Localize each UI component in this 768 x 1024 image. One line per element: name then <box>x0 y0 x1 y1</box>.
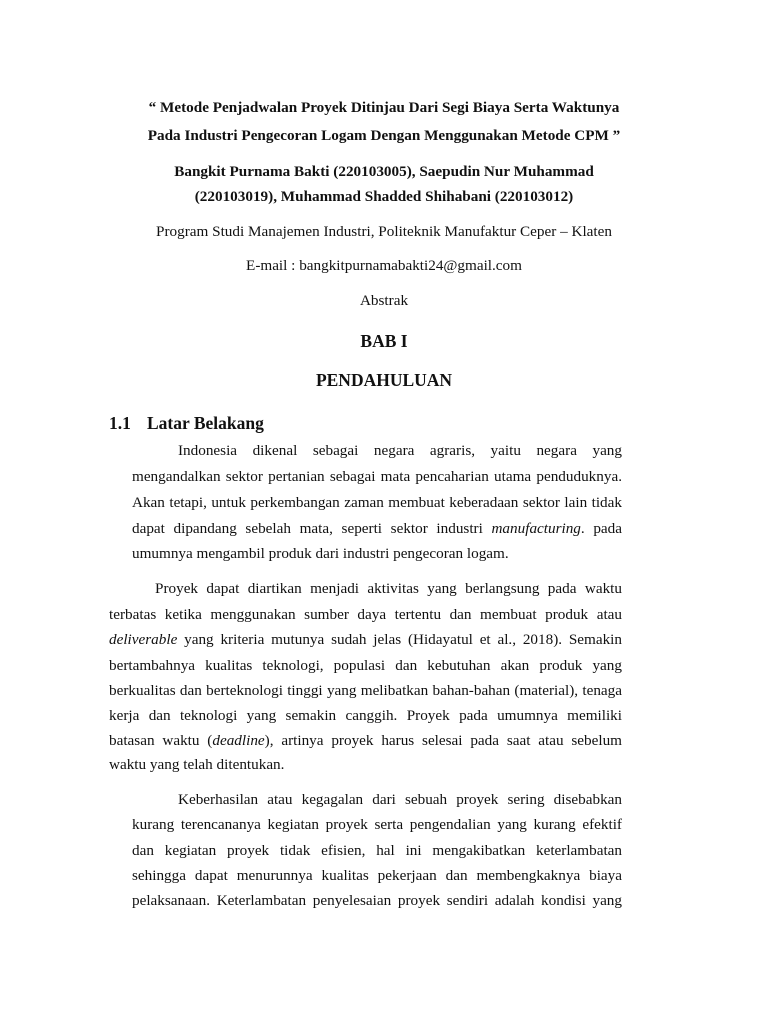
paragraph-2-line: berkualitas dan berteknologi tinggi yang melibatkan bahan-bahan (material), tenaga <box>109 682 622 699</box>
paragraph-2-line: kerja dan teknologi yang semakin canggih. Proyek pada umumnya memiliki <box>109 707 622 724</box>
paragraph-3-line: Keberhasilan atau kegagalan dari sebuah proyek sering disebabkan <box>178 791 622 808</box>
paragraph-1-line: umumnya mengambil produk dari industri pengecoran logam. <box>132 545 509 562</box>
paragraph-3-line: kurang terencananya kegiatan proyek serta pengendalian yang kurang efektif <box>132 816 622 833</box>
paper-title-line-1: “ Metode Penjadwalan Proyek Ditinjau Dari Segi Biaya Serta Waktunya <box>148 99 620 116</box>
authors-line-1: Bangkit Purnama Bakti (220103005), Saepudin Nur Muhammad <box>174 163 594 180</box>
chapter-number: BAB I <box>360 331 408 351</box>
text-run: . pada <box>580 520 623 537</box>
text-run: yang kriteria mutunya sudah jelas (Hidayatul et al., 2018). Semakin <box>177 631 622 648</box>
paragraph-2-line: bertambahnya kualitas teknologi, populasi dan kebutuhan akan produk yang <box>109 657 622 674</box>
authors-line-2: (220103019), Muhammad Shadded Shihabani (220103012) <box>194 188 574 205</box>
email-line: E-mail : bangkitpurnamabakti24@gmail.com <box>246 257 522 274</box>
italic-term: deadline <box>212 732 265 749</box>
italic-term: manufacturing <box>491 520 581 537</box>
paragraph-2-line: Proyek dapat diartikan menjadi aktivitas yang berlangsung pada waktu <box>155 580 622 597</box>
text-run: dapat dipandang sebelah mata, seperti sektor industri <box>132 520 483 537</box>
paragraph-2-line: waktu yang telah ditentukan. <box>109 756 285 773</box>
paragraph-1-line: mengandalkan sektor pertanian sebagai mata pencaharian utama penduduknya. <box>132 468 622 485</box>
paragraph-3-line: dan kegiatan proyek tidak efisien, hal ini mengakibatkan keterlambatan <box>132 842 622 859</box>
paragraph-2-line: terbatas ketika menggunakan sumber daya tertentu dan membuat produk atau <box>109 606 622 623</box>
section-title: Latar Belakang <box>147 413 264 433</box>
section-number: 1.1 <box>109 413 131 433</box>
paragraph-2-line <box>109 631 622 649</box>
chapter-title: PENDAHULUAN <box>315 370 453 390</box>
paragraph-1-line: Akan tetapi, untuk perkembangan zaman membuat keberadaan sektor lain tidak <box>132 494 622 511</box>
italic-term: deliverable <box>109 631 178 648</box>
paragraph-1-line: Indonesia dikenal sebagai negara agraris, yaitu negara yang <box>178 442 622 459</box>
affiliation: Program Studi Manajemen Industri, Politeknik Manufaktur Ceper – Klaten <box>156 223 612 240</box>
section-heading <box>109 413 264 434</box>
paragraph-2-line <box>109 732 622 750</box>
text-run: ), artinya proyek harus selesai pada saat atau sebelum <box>264 732 622 749</box>
paragraph-3-line: pelaksanaan. Keterlambatan penyelesaian proyek sendiri adalah kondisi yang <box>132 892 622 909</box>
paragraph-1-line <box>132 520 622 538</box>
text-run: batasan waktu ( <box>109 732 213 749</box>
paragraph-3-line: sehingga dapat menurunnya kualitas pekerjaan dan membengkaknya biaya <box>132 867 622 884</box>
abstract-label: Abstrak <box>359 292 409 309</box>
paper-title-line-2: Pada Industri Pengecoran Logam Dengan Menggunakan Metode CPM ” <box>147 127 621 144</box>
